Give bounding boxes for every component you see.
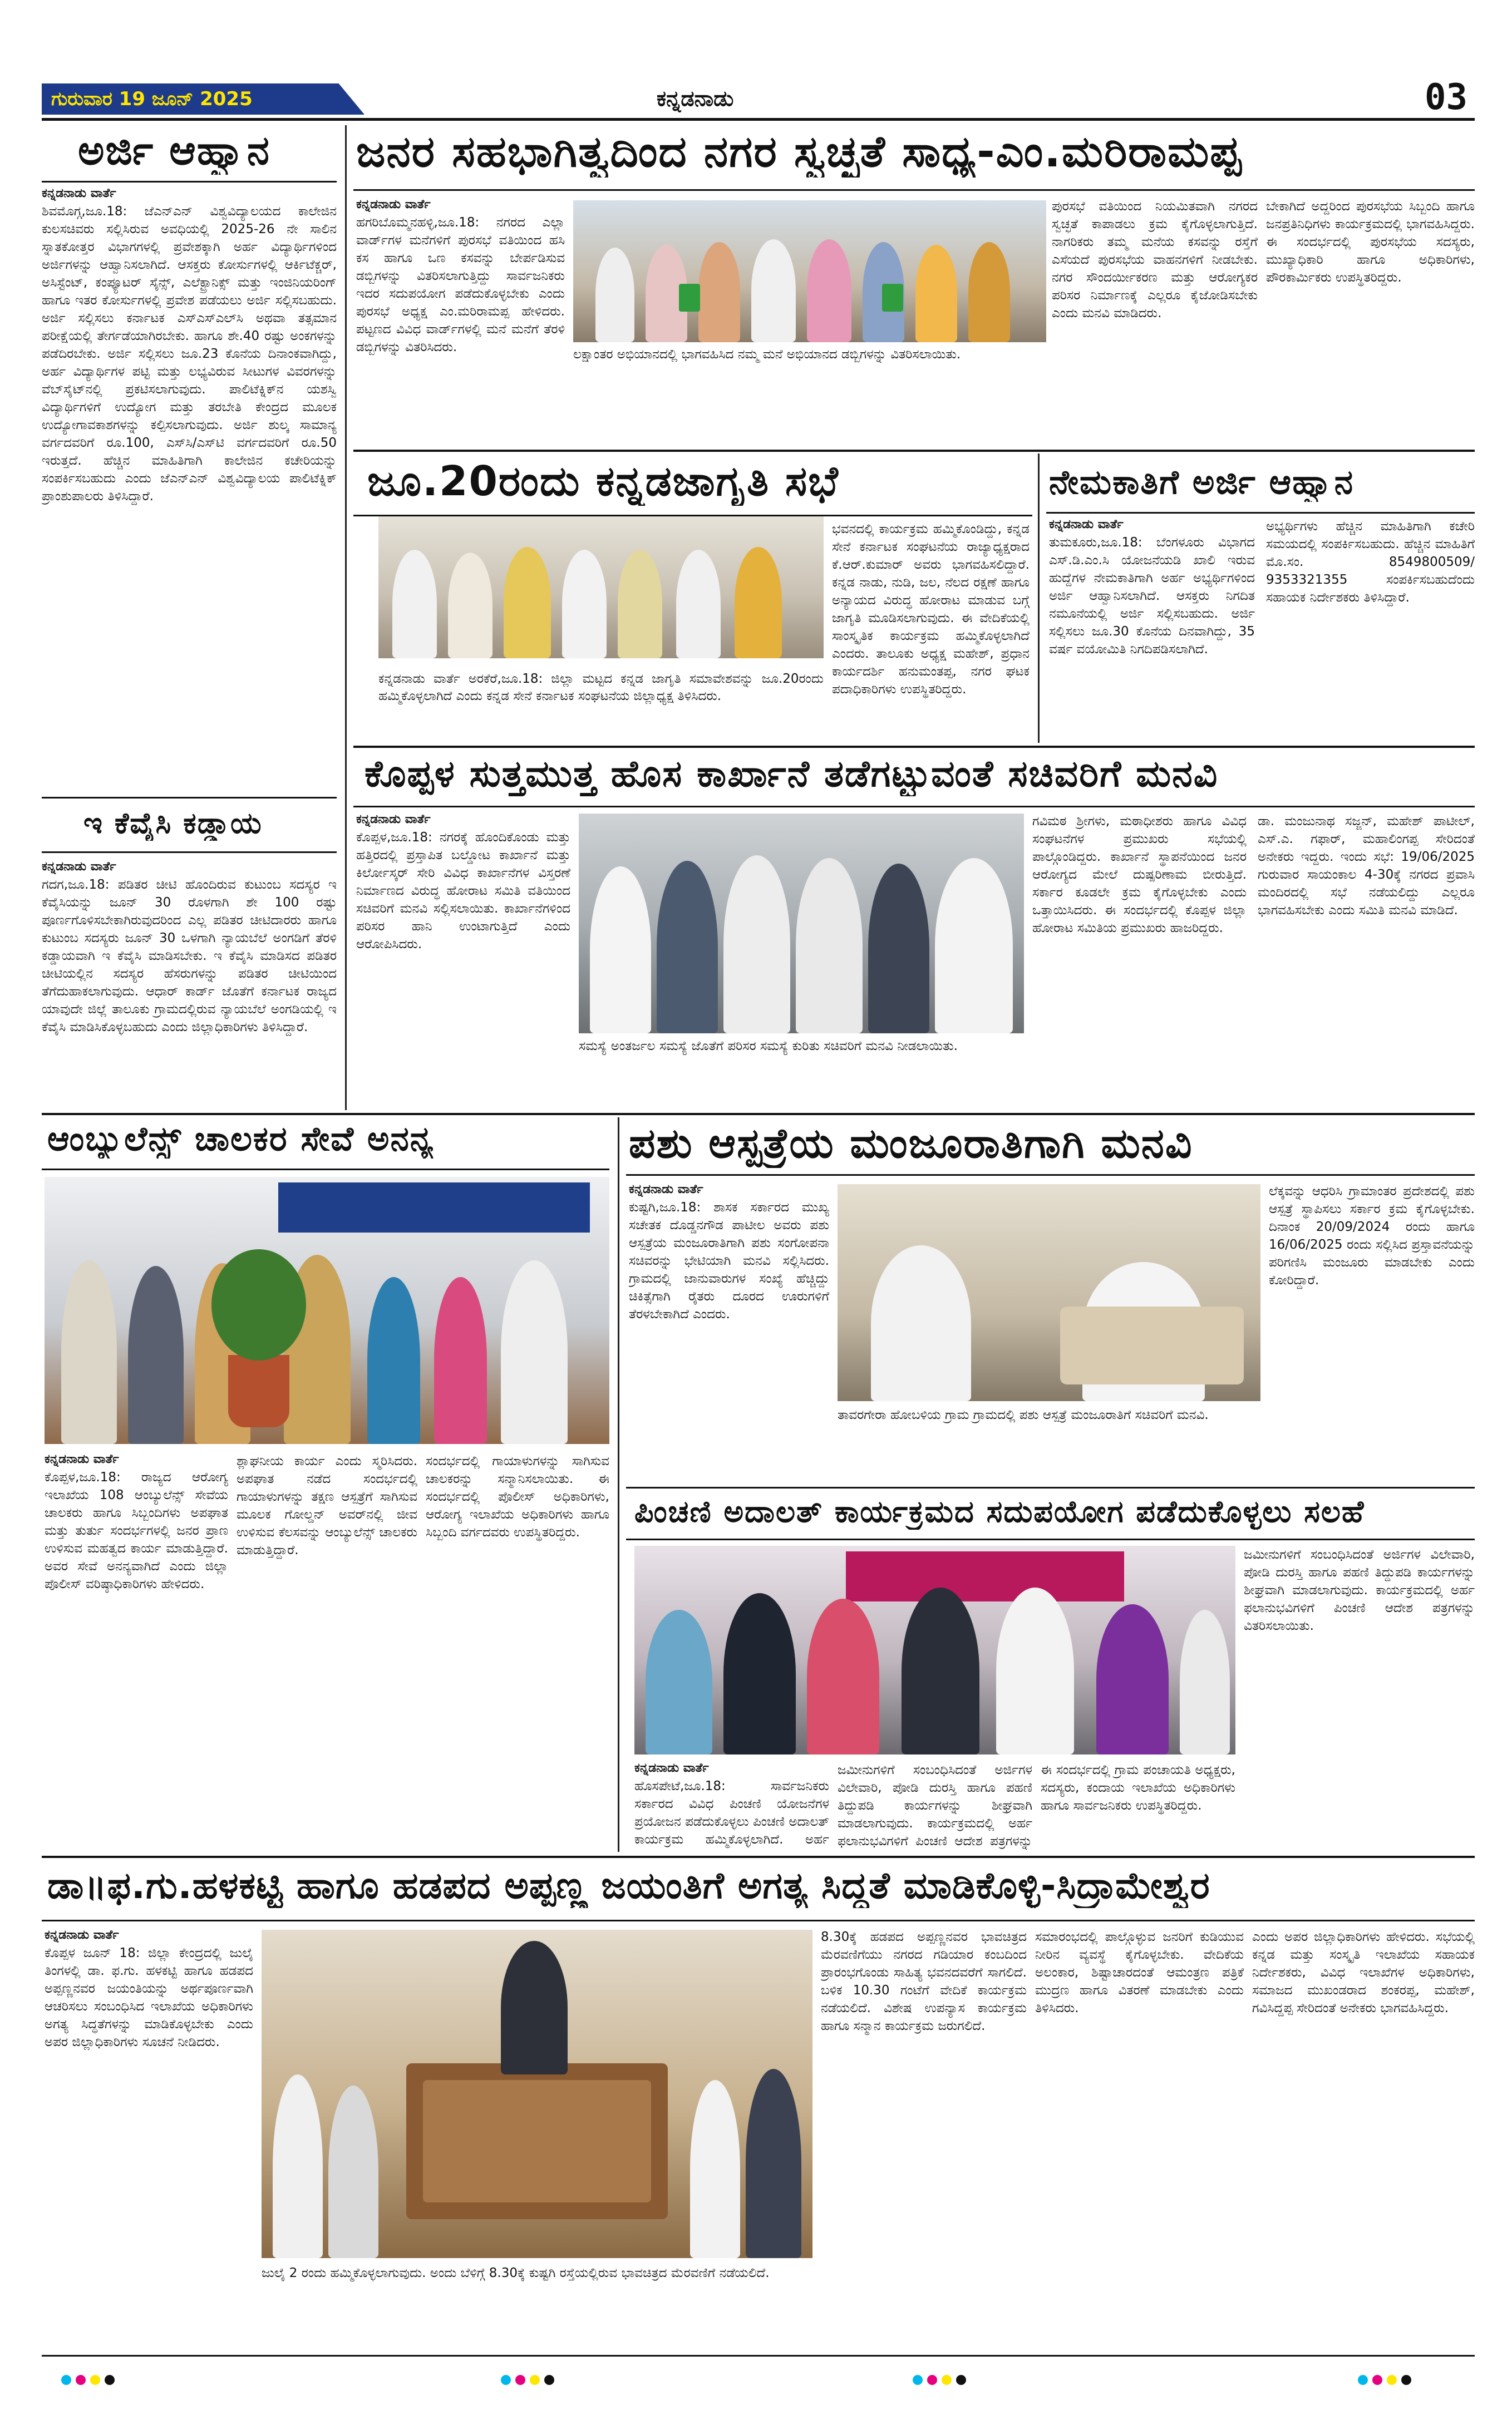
koppala-col3 [1258,812,1475,1107]
koppala-headline: ಕೊಪ್ಪಳ ಸುತ್ತಮುತ್ತ ಹೊಸ ಕಾರ್ಖಾನೆ ತಡೆಗಟ್ಟುವಂತೆ ಸಚಿವರಿಗೆ ಮನವಿ [365,752,1219,795]
jayanti-col3-text: ಸಮಾರಂಭದಲ್ಲಿ ಪಾಲ್ಗೊಳ್ಳುವ ಜನರಿಗೆ ಕುಡಿಯುವ ನೀರಿನ ವ್ಯವಸ್ಥೆ ಕೈಗೊಳ್ಳಬೇಕು. ವೇದಿಕೆಯ ಅಲಂಕಾರ, ಶಿಷ್ಟಾಚಾರದಂತೆ ಆಮಂತ್ರಣ ಪತ್ರಿಕೆ ಮುದ್ರಣ ಹಾಗೂ ವಿತರಣೆ ಮಾಡಬೇಕು ಎಂದು ತಿಳಿಸಿದರು. [1035,1930,1244,2015]
pinchani-side-text: ಜಮೀನುಗಳಿಗೆ ಸಂಬಂಧಿಸಿದಂತೆ ಅರ್ಜಿಗಳ ವಿಲೇವಾರಿ, ಪೋಡಿ ದುರಸ್ತಿ ಹಾಗೂ ಪಹಣಿ ತಿದ್ದುಪಡಿ ಕಾರ್ಯಗಳನ್ನು ಶೀಘ್ರವಾಗಿ ಮಾಡಲಾಗುವುದು. ಕಾರ್ಯಕ್ರಮದಲ್ಲಿ ಅರ್ಹ ಫಲಾನುಭವಿಗಳಿಗೆ ಪಿಂಚಣಿ ಆದೇಶ ಪತ್ರಗಳನ್ನು ವಿತರಿಸಲಾಯಿತು. [1244,1547,1475,1633]
pashu-col2-text: ಲೆಕ್ಕವನ್ನು ಆಧರಿಸಿ ಗ್ರಾಮಾಂತರ ಪ್ರದೇಶದಲ್ಲಿ ಪಶು ಆಸ್ಪತ್ರೆ ಸ್ಥಾಪಿಸಲು ಸರ್ಕಾರ ಕ್ರಮ ಕೈಗೊಳ್ಳಬೇಕು. ದಿನಾಂಕ 20/09/2024 ರಂದು ಹಾಗೂ 16/06/2025 ರಂದು ಸಲ್ಲಿಸಿದ ಪ್ರಸ್ತಾವನೆಯನ್ನು ಪರಿಗಣಿಸಿ ಮಂಜೂರು ಮಾಡಬೇಕು ಎಂದು ಕೋರಿದ್ದಾರೆ. [1269,1184,1475,1288]
registration-dot [90,2375,100,2385]
pashu-headline: ಪಶು ಆಸ್ಪತ್ರೆಯ ಮಂಜೂರಾತಿಗಾಗಿ ಮನವಿ [629,1120,1193,1167]
pashu-col2 [1269,1182,1475,1483]
banner-board [278,1182,590,1233]
koppala-col1-text: ಕೊಪ್ಪಳ,ಜೂ.18: ನಗರಕ್ಕೆ ಹೊಂದಿಕೊಂಡು ಮತ್ತು ಹತ್ತಿರದಲ್ಲಿ ಪ್ರಸ್ತಾಪಿತ ಬಲ್ಡೋಟ ಕಾರ್ಖಾನೆ ಮತ್ತು ಕಿರ್ಲೋಸ್ಕರ್ ಸೇರಿ ವಿವಿಧ ಕಾರ್ಖಾನೆಗಳ ವಿಸ್ತರಣೆ ನಿರ್ಮಾಣದ ವಿರುದ್ಧ ಹೋರಾಟ ಸಮಿತಿ ವತಿಯಿಂದ ಸಚಿವರಿಗೆ ಮನವಿ ಸಲ್ಲಿಸಲಾಯಿತು. ಕಾರ್ಖಾನೆಗಳಿಂದ ಪರಿಸರ ಹಾನಿ ಉಂಟಾಗುತ್ತಿದೆ ಎಂದು ಆರೋಪಿಸಿದರು. [356,830,570,952]
registration-dot [942,2375,952,2385]
koppala-caption: ಸಮಸ್ಯೆ ಅಂತರ್ಜಲ ಸಮಸ್ಯೆ ಜೊತೆಗೆ ಪರಿಸರ ಸಮಸ್ಯೆ ಕುರಿತು ಸಚಿವರಿಗೆ ಮನವಿ ನೀಡಲಾಯಿತು. [579,1039,958,1053]
nemakati-rule [1046,512,1475,514]
pinchani-col3 [1041,1761,1235,1850]
jayanti-rule [42,1920,1475,1921]
registration-dot [1372,2375,1382,2385]
swachhate-col1 [356,198,565,445]
nemakati-headline: ನೇಮಕಾತಿಗೆ ಅರ್ಜಿ ಆಹ್ವಾನ [1049,463,1355,502]
pinchani-col3-text: ಈ ಸಂದರ್ಭದಲ್ಲಿ ಗ್ರಾಮ ಪಂಚಾಯತಿ ಅಧ್ಯಕ್ಷರು, ಸದಸ್ಯರು, ಕಂದಾಯ ಇಲಾಖೆಯ ಅಧಿಕಾರಿಗಳು ಹಾಗೂ ಸಾರ್ವಜನಿಕರು ಉಪಸ್ಥಿತರಿದ್ದರು. [1041,1763,1235,1813]
ambulance-col3-text: ಸಂದರ್ಭದಲ್ಲಿ ಗಾಯಾಳುಗಳನ್ನು ಸಾಗಿಸುವ ಚಾಲಕರನ್ನು ಸನ್ಮಾನಿಸಲಾಯಿತು. ಈ ಸಂದರ್ಭದಲ್ಲಿ ಪೊಲೀಸ್ ಅಧಿಕಾರಿಗಳು, ಆರೋಗ್ಯ ಇಲಾಖೆಯ ಅಧಿಕಾರಿಗಳು ಹಾಗೂ ಸಿಬ್ಬಂದಿ ವರ್ಗದವರು ಉಪಸ್ಥಿತರಿದ್ದರು. [426,1454,609,1540]
pashu-col1 [629,1182,829,1483]
ikyc-headline-rule [42,851,337,853]
swachhate-rule [353,189,1475,191]
swachhate-col3-text: ಬೇಕಾಗಿದೆ ಅದ್ದರಿಂದ ಪುರಸಭೆಯ ಸಿಬ್ಬಂದಿ ಹಾಗೂ ಜನಪ್ರತಿನಿಧಿಗಳು ಕಾರ್ಯಕ್ರಮದಲ್ಲಿ ಭಾಗವಹಿಸಿದ್ದರು. ಈ ಸಂದರ್ಭದಲ್ಲಿ ಪುರಸಭೆಯ ಸದಸ್ಯರು, ಮುಖ್ಯಾಧಿಕಾರಿ ಹಾಗೂ ಅಧಿಕಾರಿಗಳು, ಪೌರಕಾರ್ಮಿಕರು ಉಪಸ್ಥಿತರಿದ್ದರು. [1266,199,1475,285]
koppala-byline: ಕನ್ನಡನಾಡು ವಾರ್ತೆ [356,812,431,826]
ambulance-col2-text: ಶ್ಲಾಘನೀಯ ಕಾರ್ಯ ಎಂದು ಸ್ಮರಿಸಿದರು. ಅಪಘಾತ ನಡೆದ ಸಂದರ್ಭದಲ್ಲಿ ಗಾಯಾಳುಗಳನ್ನು ತಕ್ಷಣ ಆಸ್ಪತ್ರೆಗೆ ಸಾಗಿಸುವ ಮೂಲಕ ಗೋಲ್ಡನ್ ಅವರ್‌ನಲ್ಲಿ ಜೀವ ಉಳಿಸುವ ಕೆಲಸವನ್ನು ಆಂಬ್ಯುಲೆನ್ಸ್ ಚಾಲಕರು ಮಾಡುತ್ತಿದ್ದಾರೆ. [237,1454,417,1558]
registration-dot [515,2375,525,2385]
swachhate-headline: ಜನರ ಸಹಭಾಗಿತ್ವದಿಂದ ನಗರ ಸ್ವಚ್ಛತೆ ಸಾಧ್ಯ-ಎಂ.ಮರಿರಾಮಪ್ಪ [356,127,1243,177]
plant-leaves [211,1249,306,1361]
footer-rule [42,2355,1475,2357]
jayanti-col4 [1252,1928,1475,2348]
koppala-col1 [356,812,570,1107]
jayanti-col2-text: 8.30ಕ್ಕೆ ಹಡಪದ ಅಪ್ಪಣ್ಣನವರ ಭಾವಚಿತ್ರದ ಮೆರವಣಿಗೆಯು ನಗರದ ಗಡಿಯಾರ ಕಂಬದಿಂದ ಪ್ರಾರಂಭಗೊಂಡು ಸಾಹಿತ್ಯ ಭವನದವರೆಗೆ ಸಾಗಲಿದೆ. ಬಳಿಕ 10.30 ಗಂಟೆಗೆ ವೇದಿಕೆ ಕಾರ್ಯಕ್ರಮ ನಡೆಯಲಿದೆ. ವಿಶೇಷ ಉಪನ್ಯಾಸ ಕಾರ್ಯಕ್ರಮ ಹಾಗೂ ಸನ್ಮಾನ ಕಾರ್ಯಕ್ರಮ ಜರುಗಲಿದೆ. [821,1930,1027,2033]
swachhate-col2-text: ಪುರಸಭೆ ವತಿಯಿಂದ ನಿಯಮಿತವಾಗಿ ನಗರದ ಸ್ವಚ್ಛತೆ ಕಾಪಾಡಲು ಕ್ರಮ ಕೈಗೊಳ್ಳಲಾಗುತ್ತಿದೆ. ನಾಗರಿಕರು ತಮ್ಮ ಮನೆಯ ಕಸವನ್ನು ರಸ್ತೆಗೆ ಎಸೆಯದೆ ಪುರಸಭೆಯ ವಾಹನಗಳಿಗೆ ನೀಡಬೇಕು. ನಗರ ಸೌಂದರ್ಯೀಕರಣ ಮತ್ತು ಆರೋಗ್ಯಕರ ಪರಿಸರ ನಿರ್ಮಾಣಕ್ಕೆ ಎಲ್ಲರೂ ಕೈಜೋಡಿಸಬೇಕು ಎಂದು ಮನವಿ ಮಾಡಿದರು. [1052,199,1258,321]
registration-dot [530,2375,540,2385]
registration-dot [1387,2375,1397,2385]
swachhate-byline: ಕನ್ನಡನಾಡು ವಾರ್ತೆ [356,198,431,211]
pinchani-col2-text: ಜಮೀನುಗಳಿಗೆ ಸಂಬಂಧಿಸಿದಂತೆ ಅರ್ಜಿಗಳ ವಿಲೇವಾರಿ, ಪೋಡಿ ದುರಸ್ತಿ ಹಾಗೂ ಪಹಣಿ ತಿದ್ದುಪಡಿ ಕಾರ್ಯಗಳನ್ನು ಶೀಘ್ರವಾಗಿ ಮಾಡಲಾಗುವುದು. ಕಾರ್ಯಕ್ರಮದಲ್ಲಿ ಅರ್ಹ ಫಲಾನುಭವಿಗಳಿಗೆ ಪಿಂಚಣಿ ಆದೇಶ ಪತ್ರಗಳನ್ನು [838,1763,1032,1849]
swachhate-caption: ಲಕ್ಷಾಂತರ ಅಭಿಯಾನದಲ್ಲಿ ಭಾಗವಹಿಸಿದ ನಮ್ಮ ಮನೆ ಅಭಿಯಾನದ ಡಬ್ಬಿಗಳನ್ನು ವಿತರಿಸಲಾಯಿತು. [573,347,961,362]
ikyc-top-rule [42,797,337,799]
registration-dot [956,2375,966,2385]
pinchani-col1 [634,1761,829,1850]
ambulance-col1-text: ಕೊಪ್ಪಳ,ಜೂ.18: ರಾಜ್ಯದ ಆರೋಗ್ಯ ಇಲಾಖೆಯ 108 ಆಂಬ್ಯುಲೆನ್ಸ್ ಸೇವೆಯ ಚಾಲಕರು ಹಾಗೂ ಸಿಬ್ಬಂದಿಗಳು ಅಪಘಾತ ಮತ್ತು ತುರ್ತು ಸಂದರ್ಭಗಳಲ್ಲಿ ಜನರ ಪ್ರಾಣ ಉಳಿಸುವ ಮಹತ್ವದ ಕಾರ್ಯ ಮಾಡುತ್ತಿದ್ದಾರೆ. ಅವರ ಸೇವೆ ಅನನ್ಯವಾಗಿದೆ ಎಂದು ಜಿಲ್ಲಾ ಪೊಲೀಸ್ ವರಿಷ್ಠಾಧಿಕಾರಿಗಳು ಹೇಳಿದರು. [45,1470,228,1591]
swachhate-col3 [1266,198,1475,445]
ambulance-byline: ಕನ್ನಡನಾಡು ವಾರ್ತೆ [45,1452,119,1466]
ikyc-headline: ಇ ಕೆವೈಸಿ ಕಡ್ಡಾಯ [83,807,263,840]
nemakati-col2 [1266,518,1475,740]
jayanti-col3 [1035,1928,1244,2348]
registration-dot [501,2375,511,2385]
koppala-col2 [1032,812,1247,1107]
koppala-col3-text: ಡಾ. ಮಂಜುನಾಥ ಸಜ್ಜನ್, ಮಹೇಶ್ ಪಾಟೀಲ್, ಎಸ್.ಎ. ಗಫಾರ್, ಮಹಾಲಿಂಗಪ್ಪ ಸೇರಿದಂತೆ ಅನೇಕರು ಇದ್ದರು. ಇಂದು ಸಭೆ: 19/06/2025 ಗುರುವಾರ ಸಾಯಂಕಾಲ 4-30ಕ್ಕೆ ನಗರದ ಪ್ರವಾಸಿ ಮಂದಿರದಲ್ಲಿ ಸಭೆ ನಡೆಯಲಿದ್ದು ಎಲ್ಲರೂ ಭಾಗವಹಿಸಬೇಕು ಎಂದು ಸಮಿತಿ ಮನವಿ ಮಾಡಿದೆ. [1258,814,1475,918]
row4-divider [618,1117,619,1852]
registration-dot [105,2375,115,2385]
plant-pot [228,1355,289,1427]
nemakati-byline: ಕನ್ನಡನಾಡು ವಾರ್ತೆ [1049,518,1124,531]
arji-article [42,186,337,793]
koppala-photo [579,814,1024,1033]
swachhate-photo [573,200,1046,342]
green-bin [882,284,903,312]
pinchani-rule [626,1539,1475,1540]
jayanti-caption: ಜುಲೈ 2 ರಂದು ಹಮ್ಮಿಕೊಳ್ಳಲಾಗುವುದು. ಅಂದು ಬೆಳಿಗ್ಗೆ 8.30ಕ್ಕೆ ಕುಷ್ಟಗಿ ರಸ್ತೆಯಲ್ಲಿರುವ ಭಾವಚಿತ್ರದ ಮೆರವಣಿಗೆ ನಡೆಯಲಿದೆ. [262,2266,770,2280]
ikyc-body: ಗದಗ,ಜೂ.18: ಪಡಿತರ ಚೀಟಿ ಹೊಂದಿರುವ ಕುಟುಂಬ ಸದಸ್ಯರ ಇ ಕೆವೈಸಿಯನ್ನು ಜೂನ್ 30 ರೊಳಗಾಗಿ ಶೇ 100 ರಷ್ಟು ಪೂರ್ಣಗೊಳಿಸಬೇಕಾಗಿರುವುದರಿಂದ ಎಲ್ಲ ಪಡಿತರ ಚೀಟಿದಾರರು ಹಾಗೂ ಕುಟುಂಬ ಸದಸ್ಯರು ಜೂನ್ 30 ಒಳಗಾಗಿ ನ್ಯಾಯಬೆಲೆ ಅಂಗಡಿಗೆ ತೆರಳಿ ಕಡ್ಡಾಯವಾಗಿ ಇ ಕೆವೈಸಿ ಮಾಡಿಸಬೇಕು. ಇ ಕೆವೈಸಿ ಮಾಡಿಸದ ಪಡಿತರ ಚೀಟಿಯಲ್ಲಿನ ಸದಸ್ಯರ ಹೆಸರುಗಳನ್ನು ಪಡಿತರ ಚೀಟಿಯಿಂದ ತೆಗೆದುಹಾಕಲಾಗುವುದು. ಆಧಾರ್ ಕಾರ್ಡ್ ಜೊತೆಗೆ ಕರ್ನಾಟಕ ರಾಜ್ಯದ ಯಾವುದೇ ಜಿಲ್ಲೆ ತಾಲೂಕು ಗ್ರಾಮದಲ್ಲಿರುವ ನ್ಯಾಯಬೆಲೆ ಅಂಗಡಿಯಲ್ಲಿ ಇ ಕೆವೈಸಿ ಮಾಡಿಸಿಕೊಳ್ಳಬಹುದು ಎಂದು ಜಿಲ್ಲಾಧಿಕಾರಿಗಳು ತಿಳಿಸಿದ್ದಾರೆ. [42,878,337,1034]
pashu-col1-text: ಕುಷ್ಟಗಿ,ಜೂ.18: ಶಾಸಕ ಸರ್ಕಾರದ ಮುಖ್ಯ ಸಚೇತಕ ದೊಡ್ಡನಗೌಡ ಪಾಟೀಲ ಅವರು ಪಶು ಆಸ್ಪತ್ರೆಯ ಮಂಜೂರಾತಿಗಾಗಿ ಪಶು ಸಂಗೋಪನಾ ಸಚಿವರನ್ನು ಭೇಟಿಯಾಗಿ ಮನವಿ ಸಲ್ಲಿಸಿದರು. ಗ್ರಾಮದಲ್ಲಿ ಜಾನುವಾರುಗಳ ಸಂಖ್ಯೆ ಹೆಚ್ಚಿದ್ದು ಚಿಕಿತ್ಸೆಗಾಗಿ ರೈತರು ದೂರದ ಊರುಗಳಿಗೆ ತೆರಳಬೇಕಾಗಿದೆ ಎಂದರು. [629,1200,829,1322]
sofa [1060,1307,1244,1384]
ambulance-col2 [237,1452,417,1847]
registration-dot [927,2375,937,2385]
pinchani-top-rule [626,1487,1475,1489]
koppala-col2-text: ಗವಿಮಠ ಶ್ರೀಗಳು, ಮಠಾಧೀಶರು ಹಾಗೂ ವಿವಿಧ ಸಂಘಟನೆಗಳ ಪ್ರಮುಖರು ಸಭೆಯಲ್ಲಿ ಪಾಲ್ಗೊಂಡಿದ್ದರು. ಕಾರ್ಖಾನೆ ಸ್ಥಾಪನೆಯಿಂದ ಜನರ ಆರೋಗ್ಯದ ಮೇಲೆ ದುಷ್ಪರಿಣಾಮ ಬೀರುತ್ತಿದೆ. ಸರ್ಕಾರ ಕೂಡಲೇ ಕ್ರಮ ಕೈಗೊಳ್ಳಬೇಕು ಎಂದು ಒತ್ತಾಯಿಸಿದರು. ಈ ಸಂದರ್ಭದಲ್ಲಿ ಕೊಪ್ಪಳ ಜಿಲ್ಲಾ ಹೋರಾಟ ಸಮಿತಿಯ ಪ್ರಮುಖರು ಹಾಜರಿದ್ದರು. [1032,814,1247,935]
jayanti-col4-text: ಎಂದು ಅಪರ ಜಿಲ್ಲಾಧಿಕಾರಿಗಳು ಹೇಳಿದರು. ಸಭೆಯಲ್ಲಿ ಕನ್ನಡ ಮತ್ತು ಸಂಸ್ಕೃತಿ ಇಲಾಖೆಯ ಸಹಾಯಕ ನಿರ್ದೇಶಕರು, ವಿವಿಧ ಇಲಾಖೆಗಳ ಅಧಿಕಾರಿಗಳು, ಸಮಾಜದ ಮುಖಂಡರಾದ ಶಂಕರಪ್ಪ, ಮಹೇಶ್, ಗವಿಸಿದ್ದಪ್ಪ ಸೇರಿದಂತೆ ಅನೇಕರು ಭಾಗವಹಿಸಿದ್ದರು. [1252,1930,1475,2015]
registration-dot [61,2375,71,2385]
pinchani-col1-text: ಹೊಸಪೇಟೆ,ಜೂ.18: ಸಾರ್ವಜನಿಕರು ಸರ್ಕಾರದ ವಿವಿಧ ಪಿಂಚಣಿ ಯೋಜನೆಗಳ ಪ್ರಯೋಜನ ಪಡೆದುಕೊಳ್ಳಲು ಪಿಂಚಣಿ ಅದಾಲತ್ ಕಾರ್ಯಕ್ರಮ ಹಮ್ಮಿಕೊಳ್ಳಲಾಗಿದೆ. ಅರ್ಹ [634,1779,829,1847]
pinchani-photo [634,1546,1235,1754]
swachhate-col1-text: ಹಗರಿಬೊಮ್ಮನಹಳ್ಳಿ,ಜೂ.18: ನಗರದ ಎಲ್ಲಾ ವಾರ್ಡ್‌ಗಳ ಮನೆಗಳಿಗೆ ಪುರಸಭೆ ವತಿಯಿಂದ ಹಸಿ ಕಸ ಹಾಗೂ ಒಣ ಕಸವನ್ನು ಬೇರ್ಪಡಿಸುವ ಡಬ್ಬಿಗಳನ್ನು ವಿತರಿಸಲಾಗುತ್ತಿದ್ದು ಸಾರ್ವಜನಿಕರು ಇದರ ಸದುಪಯೋಗ ಪಡೆದುಕೊಳ್ಳಬೇಕು ಎಂದು ಪುರಸಭೆ ಅಧ್ಯಕ್ಷ ಎಂ.ಮರಿರಾಮಪ್ಪ ಹೇಳಿದರು. ಪಟ್ಟಣದ ವಿವಿಧ ವಾರ್ಡ್‌ಗಳಲ್ಲಿ ಮನೆ ಮನೆಗೆ ತೆರಳಿ ಡಬ್ಬಿಗಳನ್ನು ವಿತರಿಸಿದರು. [356,215,565,354]
row2-divider [1038,454,1040,743]
kannada-sabhe-body: ಭವನದಲ್ಲಿ ಕಾರ್ಯಕ್ರಮ ಹಮ್ಮಿಕೊಂಡಿದ್ದು, ಕನ್ನಡ ಸೇನೆ ಕರ್ನಾಟಕ ಸಂಘಟನೆಯ ರಾಜ್ಯಾಧ್ಯಕ್ಷರಾದ ಕೆ.ಆರ್.ಕುಮಾರ್ ಅವರು ಭಾಗವಹಿಸಲಿದ್ದಾರೆ. ಕನ್ನಡ ನಾಡು, ನುಡಿ, ಜಲ, ನೆಲದ ರಕ್ಷಣೆ ಹಾಗೂ ಅನ್ಯಾಯದ ವಿರುದ್ಧ ಹೋರಾಟ ಮಾಡುವ ಬಗ್ಗೆ ಜಾಗೃತಿ ಮೂಡಿಸಲಾಗುವುದು. ಈ ವೇದಿಕೆಯಲ್ಲಿ ಸಾಂಸ್ಕೃತಿಕ ಕಾರ್ಯಕ್ರಮ ಹಮ್ಮಿಕೊಳ್ಳಲಾಗಿದೆ ಎಂದರು. ತಾಲೂಕು ಅಧ್ಯಕ್ಷ ಮಹೇಶ್, ಪ್ರಧಾನ ಕಾರ್ಯದರ್ಶಿ ಹನುಮಂತಪ್ಪ, ನಗರ ಘಟಕ ಪದಾಧಿಕಾರಿಗಳು ಉಪಸ್ಥಿತರಿದ್ದರು. [832,522,1030,697]
registration-dot [76,2375,86,2385]
table-top [423,2080,651,2202]
banner-board [846,1551,1124,1601]
swachhate-col2 [1052,198,1258,445]
jayanti-col1 [45,1928,253,2348]
paper-name: ಕನ್ನಡನಾಡು [657,86,734,111]
row5-rule [42,1856,1475,1858]
pashu-caption: ತಾವರಗೇರಾ ಹೋಬಳಿಯ ಗ್ರಾಮ ಗ್ರಾಮದಲ್ಲಿ ಪಶು ಆಸ್ಪತ್ರೆ ಮಂಜೂರಾತಿಗೆ ಸಚಿವರಿಗೆ ಮನವಿ. [838,1408,1209,1422]
row2-rule [353,450,1475,452]
registration-dot [1401,2375,1411,2385]
nemakati-col1-text: ತುಮಕೂರು,ಜೂ.18: ಬೆಂಗಳೂರು ವಿಭಾಗದ ಎಸ್.ಡಿ.ಎಂ.ಸಿ ಯೋಜನೆಯಡಿ ಖಾಲಿ ಇರುವ ಹುದ್ದೆಗಳ ನೇಮಕಾತಿಗಾಗಿ ಅರ್ಹ ಅಭ್ಯರ್ಥಿಗಳಿಂದ ಅರ್ಜಿ ಆಹ್ವಾನಿಸಲಾಗಿದೆ. ಆಸಕ್ತರು ನಿಗದಿತ ನಮೂನೆಯಲ್ಲಿ ಅರ್ಜಿ ಸಲ್ಲಿಸಬಹುದು. ಅರ್ಜಿ ಸಲ್ಲಿಸಲು ಜೂ.30 ಕೊನೆಯ ದಿನವಾಗಿದ್ದು, 35 ವರ್ಷ ವಯೋಮಿತಿ ನಿಗದಿಪಡಿಸಲಾಗಿದೆ. [1049,535,1255,657]
arji-headline: ಅರ್ಜಿ ಆಹ್ವಾನ [78,127,270,174]
kannada-sabhe-article [832,520,1030,740]
green-bin [679,284,700,312]
kannada-sabhe-photo [378,516,824,658]
jayanti-headline: ಡಾ॥ಫ.ಗು.ಹಳಕಟ್ಟಿ ಹಾಗೂ ಹಡಪದ ಅಪ್ಪಣ್ಣ ಜಯಂತಿಗೆ ಅಗತ್ಯ ಸಿದ್ಧತೆ ಮಾಡಿಕೊಳ್ಳಿ-ಸಿದ್ರಾಮೇಶ್ವರ [47,1864,1210,1907]
row4-rule [42,1113,1475,1115]
jayanti-byline: ಕನ್ನಡನಾಡು ವಾರ್ತೆ [45,1928,119,1942]
pinchani-side-col [1244,1546,1475,1849]
kannada-sabhe-caption: ಕನ್ನಡನಾಡು ವಾರ್ತೆ ಅರಕೆರೆ,ಜೂ.18: ಜಿಲ್ಲಾ ಮಟ್ಟದ ಕನ್ನಡ ಜಾಗೃತಿ ಸಮಾವೇಶವನ್ನು ಜೂ.20ರಂದು ಹಮ್ಮಿಕೊಳ್ಳಲಾಗಿದೆ ಎಂದು ಕನ್ನಡ ಸೇನೆ ಕರ್ನಾಟಕ ಸಂಘಟನೆಯ ಜಿಲ್ಲಾಧ್ಯಕ್ಷ ತಿಳಿಸಿದರು. [378,672,824,703]
pinchani-col2 [838,1761,1032,1850]
jayanti-col1-text: ಕೊಪ್ಪಳ ಜೂನ್ 18: ಜಿಲ್ಲಾ ಕೇಂದ್ರದಲ್ಲಿ ಜುಲೈ ತಿಂಗಳಲ್ಲಿ ಡಾ. ಫ.ಗು. ಹಳಕಟ್ಟಿ ಹಾಗೂ ಹಡಪದ ಅಪ್ಪಣ್ಣನವರ ಜಯಂತಿಯನ್ನು ಅರ್ಥಪೂರ್ಣವಾಗಿ ಆಚರಿಸಲು ಸಂಬಂಧಿಸಿದ ಇಲಾಖೆಯ ಅಧಿಕಾರಿಗಳು ಅಗತ್ಯ ಸಿದ್ಧತೆಗಳನ್ನು ಮಾಡಿಕೊಳ್ಳಬೇಕು ಎಂದು ಅಪರ ಜಿಲ್ಲಾಧಿಕಾರಿಗಳು ಸೂಚನೆ ನೀಡಿದರು. [45,1946,253,2049]
ikyc-article [42,860,337,1107]
pinchani-headline: ಪಿಂಚಣಿ ಅದಾಲತ್ ಕಾರ್ಯಕ್ರಮದ ಸದುಪಯೋಗ ಪಡೆದುಕೊಳ್ಳಲು ಸಲಹೆ [634,1494,1365,1529]
nemakati-col2-text: ಅಭ್ಯರ್ಥಿಗಳು ಹೆಚ್ಚಿನ ಮಾಹಿತಿಗಾಗಿ ಕಚೇರಿ ಸಮಯದಲ್ಲಿ ಸಂಪರ್ಕಿಸಬಹುದು. ಹೆಚ್ಚಿನ ಮಾಹಿತಿಗೆ ಮೊ.ಸಂ. 8549800509/ 9353321355 ಸಂಪರ್ಕಿಸಬಹುದೆಂದು ಸಹಾಯಕ ನಿರ್ದೇಶಕರು ತಿಳಿಸಿದ್ದಾರೆ. [1266,519,1475,605]
page-number: 03 [1425,77,1468,118]
ambulance-rule [42,1169,609,1170]
jayanti-col2 [821,1928,1027,2348]
jayanti-photo [262,1930,812,2258]
ambulance-col3 [426,1452,609,1847]
nemakati-col1 [1049,518,1255,740]
kannada-sabhe-headline: ಜೂ.20ರಂದು ಕನ್ನಡಜಾಗೃತಿ ಸಭೆ [367,457,839,505]
registration-dot [544,2375,554,2385]
ikyc-byline: ಕನ್ನಡನಾಡು ವಾರ್ತೆ [42,860,116,874]
pashu-byline: ಕನ್ನಡನಾಡು ವಾರ್ತೆ [629,1182,703,1196]
masthead-rule [42,118,1475,121]
pashu-photo [838,1184,1260,1401]
left-column-divider [345,125,347,1110]
registration-dot [913,2375,923,2385]
ambulance-photo [45,1177,609,1444]
ambulance-headline: ಆಂಬ್ಯುಲೆನ್ಸ್ ಚಾಲಕರ ಸೇವೆ ಅನನ್ಯ [47,1120,435,1159]
ambulance-col1 [45,1452,228,1847]
registration-dot [1358,2375,1368,2385]
arji-headline-rule [42,181,337,183]
koppala-rule [353,806,1475,807]
row3-rule [353,746,1475,748]
pashu-rule [626,1174,1475,1176]
pinchani-byline: ಕನ್ನಡನಾಡು ವಾರ್ತೆ [634,1761,709,1775]
arji-body: ಶಿವಮೊಗ್ಗ,ಜೂ.18: ಜೆಎನ್‌ಎನ್ ವಿಶ್ವವಿದ್ಯಾಲಯದ ಕಾಲೇಜಿನ ಕುಲಸಚಿವರು ಸಲ್ಲಿಸಿರುವ ಅವಧಿಯಲ್ಲಿ 2025-26 ನೇ ಸಾಲಿನ ಸ್ನಾತಕೋತ್ತರ ವಿಭಾಗಗಳಲ್ಲಿ ಪ್ರವೇಶಕ್ಕಾಗಿ ಅರ್ಹ ವಿದ್ಯಾರ್ಥಿಗಳಿಂದ ಅರ್ಜಿಗಳನ್ನು ಆಹ್ವಾನಿಸಲಾಗಿದೆ. ಆಸಕ್ತರು ಕೋರ್ಸುಗಳಲ್ಲಿ ಆರ್ಕಿಟೆಕ್ಚರ್, ಅಸಿಸ್ಟೆಂಟ್, ಕಂಪ್ಯೂಟರ್ ಸೈನ್ಸ್, ಎಲೆಕ್ಟ್ರಾನಿಕ್ಸ್ ಮತ್ತು ಇಂಜಿನಿಯರಿಂಗ್ ಹಾಗೂ ಇತರ ಕೋರ್ಸುಗಳಲ್ಲಿ ಪ್ರವೇಶ ಪಡೆಯಲು ಅರ್ಜಿ ಸಲ್ಲಿಸಬಹುದು. ಅರ್ಜಿ ಸಲ್ಲಿಸಲು ಕರ್ನಾಟಕ ಎಸ್‌ಎಸ್‌ಎಲ್‌ಸಿ ಅಥವಾ ತತ್ಸಮಾನ ಪರೀಕ್ಷೆಯಲ್ಲಿ ತೇರ್ಗಡೆಯಾಗಿರಬೇಕು. ಹಾಗೂ ಶೇ.40 ರಷ್ಟು ಅಂಕಗಳನ್ನು ಪಡೆದಿರಬೇಕು. ಅರ್ಜಿ ಸಲ್ಲಿಸಲು ಜೂ.23 ಕೊನೆಯ ದಿನಾಂಕವಾಗಿದ್ದು, ಅರ್ಹ ವಿದ್ಯಾರ್ಥಿಗಳ ಪಟ್ಟಿ ಮತ್ತು ಲಭ್ಯವಿರುವ ಸೀಟುಗಳ ವಿವರಗಳನ್ನು ವೆಬ್‌ಸೈಟ್‌ನಲ್ಲಿ ಪ್ರಕಟಿಸಲಾಗುವುದು. ಪಾಲಿಟೆಕ್ನಿಕ್‌ನ ಯಶಸ್ವಿ ವಿದ್ಯಾರ್ಥಿಗಳಿಗೆ ಉದ್ಯೋಗ ಮತ್ತು ತರಬೇತಿ ಕೇಂದ್ರದ ಮೂಲಕ ಉದ್ಯೋಗಾವಕಾಶಗಳನ್ನು ಕಲ್ಪಿಸಲಾಗುವುದು. ಅರ್ಜಿ ಶುಲ್ಕ ಸಾಮಾನ್ಯ ವರ್ಗದವರಿಗೆ ರೂ.100, ಎಸ್‌ಸಿ/ಎಸ್‌ಟಿ ವರ್ಗದವರಿಗೆ ರೂ.50 ಇರುತ್ತದೆ. ಹೆಚ್ಚಿನ ಮಾಹಿತಿಗಾಗಿ ಕಾಲೇಜಿನ ಕಚೇರಿಯನ್ನು ಸಂಪರ್ಕಿಸಬಹುದು ಎಂದು ಜೆಎನ್‌ಎನ್ ವಿಶ್ವವಿದ್ಯಾಲಯ ಪಾಲಿಟೆಕ್ನಿಕ್ ಪ್ರಾಂಶುಪಾಲರು ತಿಳಿಸಿದ್ದಾರೆ. [42,204,337,504]
arji-byline: ಕನ್ನಡನಾಡು ವಾರ್ತೆ [42,186,116,200]
date-text: ಗುರುವಾರ 19 ಜೂನ್ 2025 [51,88,253,110]
